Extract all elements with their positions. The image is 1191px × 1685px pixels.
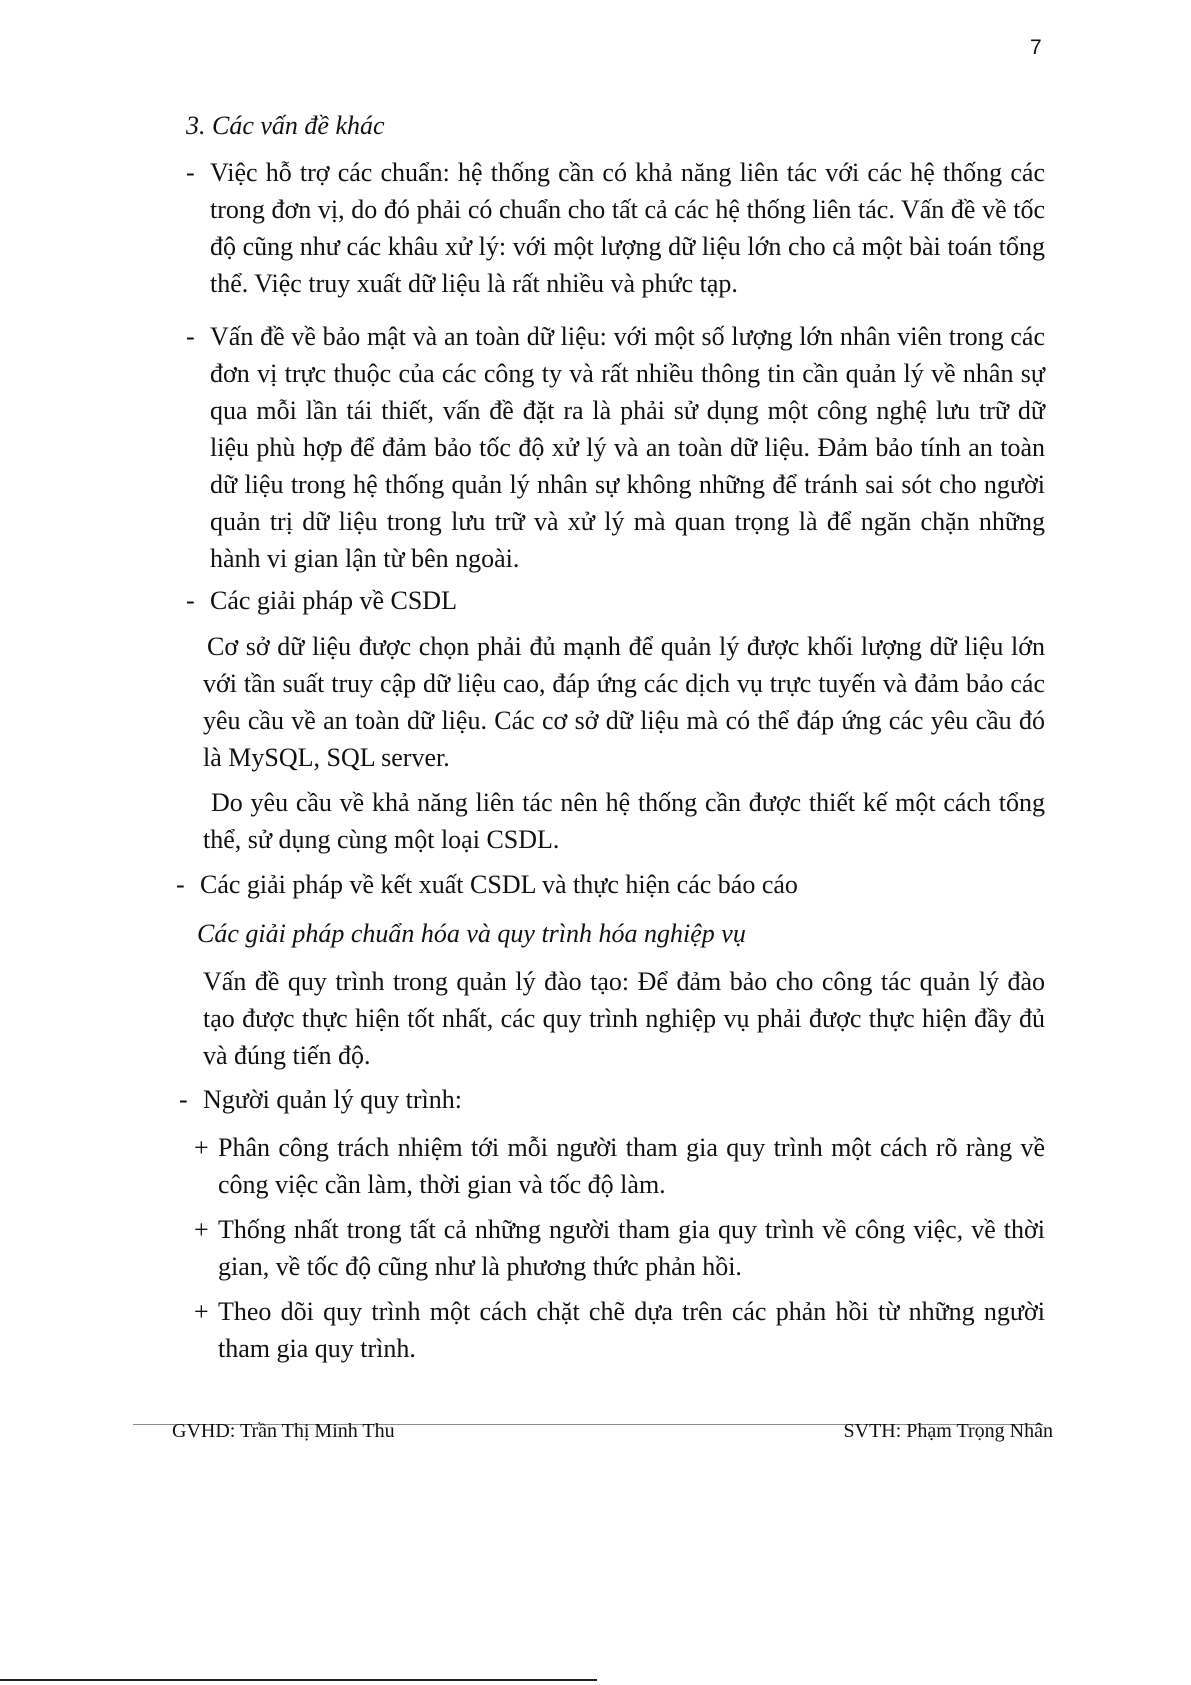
csdl-paragraph-2: Do yêu cầu về khả năng liên tác nên hệ thống cần được thiết kế một cách tổng thể, sử dụng cùng một loại CSDL. bbox=[203, 788, 1045, 854]
plus-marker: + bbox=[194, 1297, 209, 1326]
manager-item-text: Theo dõi quy trình một cách chặt chẽ dựa trên các phản hồi từ những người tham gia quy trình. bbox=[218, 1297, 1045, 1363]
page-bottom-divider bbox=[0, 1679, 597, 1681]
bullet-export-text: Các giải pháp về kết xuất CSDL và thực hiện các báo cáo bbox=[200, 870, 798, 899]
manager-item-2 bbox=[194, 1211, 1045, 1285]
bullet-csdl-text: Các giải pháp về CSDL bbox=[210, 586, 457, 615]
manager-item-1 bbox=[194, 1129, 1045, 1203]
bullet-standards bbox=[186, 154, 1045, 302]
process-paragraph: Vấn đề quy trình trong quản lý đào tạo: Để đảm bảo cho công tác quản lý đào tạo được thực hiện tốt nhất, các quy trình nghiệp vụ phải được thực hiện đầy đủ và đúng tiến độ. bbox=[203, 967, 1045, 1070]
footer-advisor: GVHD: Trần Thị Minh Thu bbox=[172, 1420, 395, 1442]
bullet-security-text: Vấn đề về bảo mật và an toàn dữ liệu: với một số lượng lớn nhân viên trong các đơn vị trực thuộc của các công ty và rất nhiều thông tin cần quản lý về nhân sự qua mỗi lần tái thiết, vấn đề đặt ra là phải sử dụng một công nghệ lưu trữ dữ liệu phù hợp để đảm bảo tốc độ xử lý và an toàn dữ liệu. Đảm bảo tính an toàn dữ liệu trong hệ thống quản lý nhân sự không những để tránh sai sót cho người quản trị dữ liệu trong lưu trữ và xử lý mà quan trọng là để ngăn chặn những hành vi gian lận từ bên ngoài. bbox=[210, 322, 1045, 573]
bullet-dash: - bbox=[186, 586, 195, 615]
bullet-export bbox=[176, 866, 1045, 903]
page-number: 7 bbox=[1030, 36, 1042, 59]
standardization-title: Các giải pháp chuẩn hóa và quy trình hóa nghiệp vụ bbox=[197, 919, 746, 948]
bullet-dash: - bbox=[186, 158, 195, 187]
bullet-csdl bbox=[186, 582, 1045, 619]
bullet-dash: - bbox=[176, 870, 185, 899]
bullet-dash: - bbox=[186, 322, 195, 351]
plus-marker: + bbox=[194, 1215, 209, 1244]
bullet-standards-text: Việc hỗ trợ các chuẩn: hệ thống cần có khả năng liên tác với các hệ thống các trong đơn vị, do đó phải có chuẩn cho tất cả các hệ thống liên tác. Vấn đề về tốc độ cũng như các khâu xử lý: với một lượng dữ liệu lớn cho cả một bài toán tổng thể. Việc truy xuất dữ liệu là rất nhiều và phức tạp. bbox=[210, 158, 1045, 298]
plus-marker: + bbox=[194, 1133, 209, 1162]
manager-item-3 bbox=[194, 1293, 1045, 1367]
bullet-manager bbox=[179, 1081, 1045, 1118]
section-heading: 3. Các vấn đề khác bbox=[186, 111, 385, 140]
manager-item-text: Thống nhất trong tất cả những người tham gia quy trình về công việc, về thời gian, về tốc độ cũng như là phương thức phản hồi. bbox=[218, 1215, 1045, 1281]
bullet-dash: - bbox=[179, 1085, 188, 1114]
manager-item-text: Phân công trách nhiệm tới mỗi người tham gia quy trình một cách rõ ràng về công việc cần làm, thời gian và tốc độ làm. bbox=[218, 1133, 1045, 1199]
bullet-manager-text: Người quản lý quy trình: bbox=[203, 1085, 462, 1114]
csdl-paragraph-1: Cơ sở dữ liệu được chọn phải đủ mạnh để quản lý được khối lượng dữ liệu lớn với tần suất truy cập dữ liệu cao, đáp ứng các dịch vụ trực tuyến và đảm bảo các yêu cầu về an toàn dữ liệu. Các cơ sở dữ liệu mà có thể đáp ứng các yêu cầu đó là MySQL, SQL server. bbox=[203, 632, 1045, 772]
footer-student: SVTH: Phạm Trọng Nhân bbox=[843, 1420, 1053, 1442]
bullet-security bbox=[186, 318, 1045, 577]
